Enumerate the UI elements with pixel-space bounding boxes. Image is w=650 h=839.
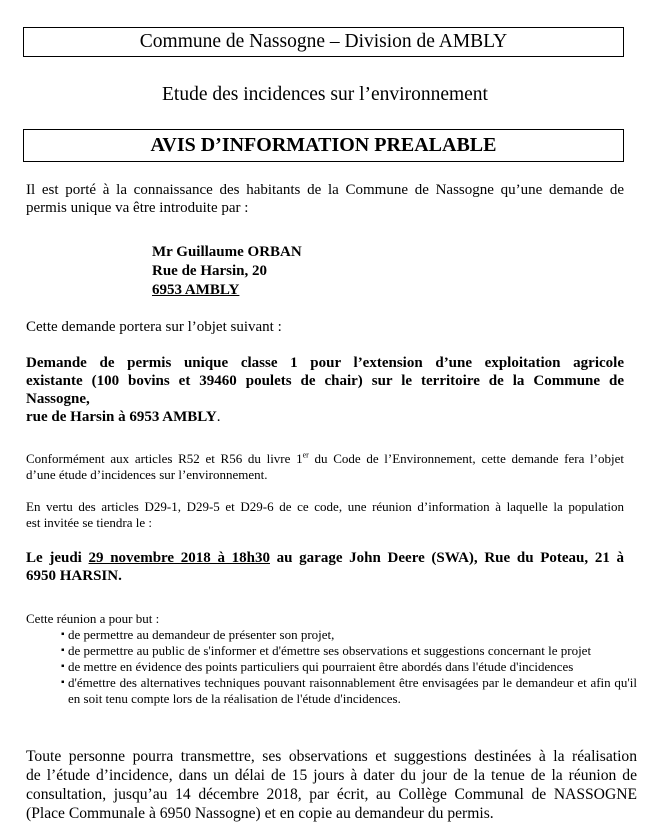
intro-line-2: permis unique va être introduite par : [26, 200, 249, 216]
purpose-item: ▪ de permettre au public de s'informer et d'émettre ses observations et suggestions concernant le projet [61, 643, 637, 659]
commune-header-title: Commune de Nassogne – Division de AMBLY [139, 31, 508, 52]
meeting-date: 29 novembre 2018 à 18h30 [88, 550, 270, 566]
applicant-city: 6953 AMBLY [152, 282, 240, 298]
meeting-place: au garage John Deere (SWA), Rue du Poteau, 21 à [269, 550, 624, 566]
applicant-address [152, 243, 452, 300]
request-object [26, 354, 624, 426]
legal-line-1 [26, 451, 624, 467]
legal-line-1-a: Conformément aux articles R52 et R56 du livre 1 [26, 451, 303, 466]
meeting-details [26, 549, 624, 585]
purpose-item: ▪ de permettre au demandeur de présenter son projet, [61, 627, 637, 643]
legal-line-1-b: du Code de l’Environnement, cette demande fera l’objet [308, 451, 624, 466]
intro-paragraph [26, 181, 624, 217]
closing-line-4: (Place Communale à 6950 Nassogne) et en copie au demandeur du permis. [26, 805, 494, 822]
object-line-3: Nassogne, [26, 391, 90, 407]
legal-line-1-sup: er [302, 450, 309, 460]
legal-paragraph [26, 451, 624, 483]
meeting-intro [26, 499, 624, 531]
purpose-item: ▪ d'émettre des alternatives techniques pouvant raisonnablement être envisagées par le demandeur et afin qu'il en soit tenu compte lors de la réalisation de l'étude d'incidences. [61, 675, 637, 707]
object-line-4-end: . [216, 409, 221, 425]
purpose-item: ▪ de mettre en évidence des points particuliers qui pourraient être abordés dans l'étude d'incidences [61, 659, 637, 675]
meeting-line-1 [26, 549, 624, 567]
meeting-intro-line-2: est invitée se tiendra le : [26, 515, 152, 530]
closing-line-2: de l’étude d’incidence, dans un délai de 15 jours à dater du jour de la tenue de la réunion de [26, 767, 637, 784]
notice-title-box [23, 129, 624, 162]
commune-header-box [23, 27, 624, 57]
legal-line-2: d’une étude d’incidences sur l’environnement. [26, 467, 268, 482]
notice-title: AVIS D’INFORMATION PREALABLE [150, 134, 497, 156]
meeting-prefix: Le jeudi [26, 550, 89, 566]
closing-paragraph [26, 747, 637, 823]
closing-line-3: consultation, jusqu’au 14 décembre 2018, par écrit, au Collège Communal de NASSOGNE [26, 786, 637, 803]
applicant-street: Rue de Harsin, 20 [152, 263, 268, 279]
object-line-2: existante (100 bovins et 39460 poulets de chair) sur le territoire de la Commune de [26, 373, 624, 389]
intro-line-1: Il est porté à la connaissance des habitants de la Commune de Nassogne qu’une demande de [26, 182, 624, 198]
meeting-line-2: 6950 HARSIN. [26, 568, 122, 584]
meeting-intro-line-1: En vertu des articles D29-1, D29-5 et D29-6 de ce code, une réunion d’information à laquelle la population [26, 499, 624, 514]
object-line-4: rue de Harsin à 6953 AMBLY [26, 409, 217, 425]
closing-line-1: Toute personne pourra transmettre, ses observations et suggestions destinées à la réalisation [26, 748, 637, 765]
object-intro: Cette demande portera sur l’objet suivant : [26, 319, 282, 335]
applicant-name: Mr Guillaume ORBAN [152, 244, 302, 260]
purpose-list [61, 627, 637, 707]
document-subtitle: Etude des incidences sur l’environnement [162, 84, 488, 105]
purpose-intro: Cette réunion a pour but : [26, 611, 160, 626]
object-line-1: Demande de permis unique classe 1 pour l’extension d’une exploitation agricole [26, 355, 624, 371]
